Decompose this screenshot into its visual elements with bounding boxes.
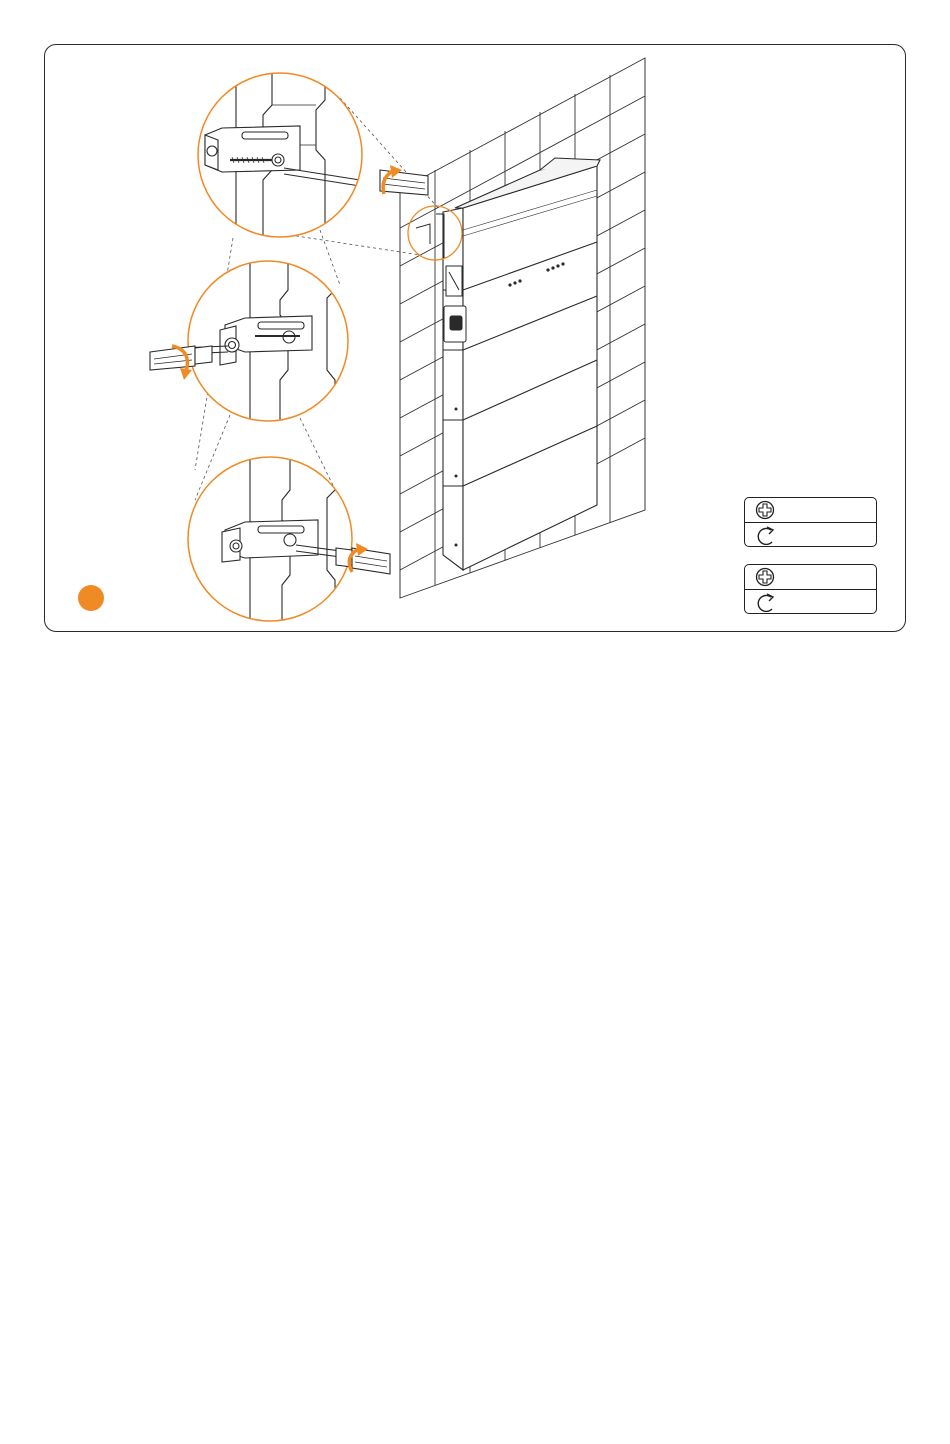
battery-stack xyxy=(443,158,600,570)
detail-top xyxy=(198,60,420,250)
step-marker-label xyxy=(78,585,104,611)
phillips-screwdriver-icon xyxy=(754,567,776,587)
legend-tool-row xyxy=(745,565,876,590)
detail-bottom xyxy=(188,455,355,625)
tool-legend-1 xyxy=(744,497,877,547)
legend-action-row xyxy=(745,590,876,614)
clockwise-rotate-icon xyxy=(754,525,776,547)
phillips-screwdriver-icon xyxy=(754,500,776,520)
tool-legend-2 xyxy=(744,564,877,614)
detail-middle xyxy=(180,255,348,430)
clockwise-rotate-icon xyxy=(754,592,776,614)
legend-tool-row xyxy=(745,498,876,523)
legend-action-row xyxy=(745,523,876,547)
